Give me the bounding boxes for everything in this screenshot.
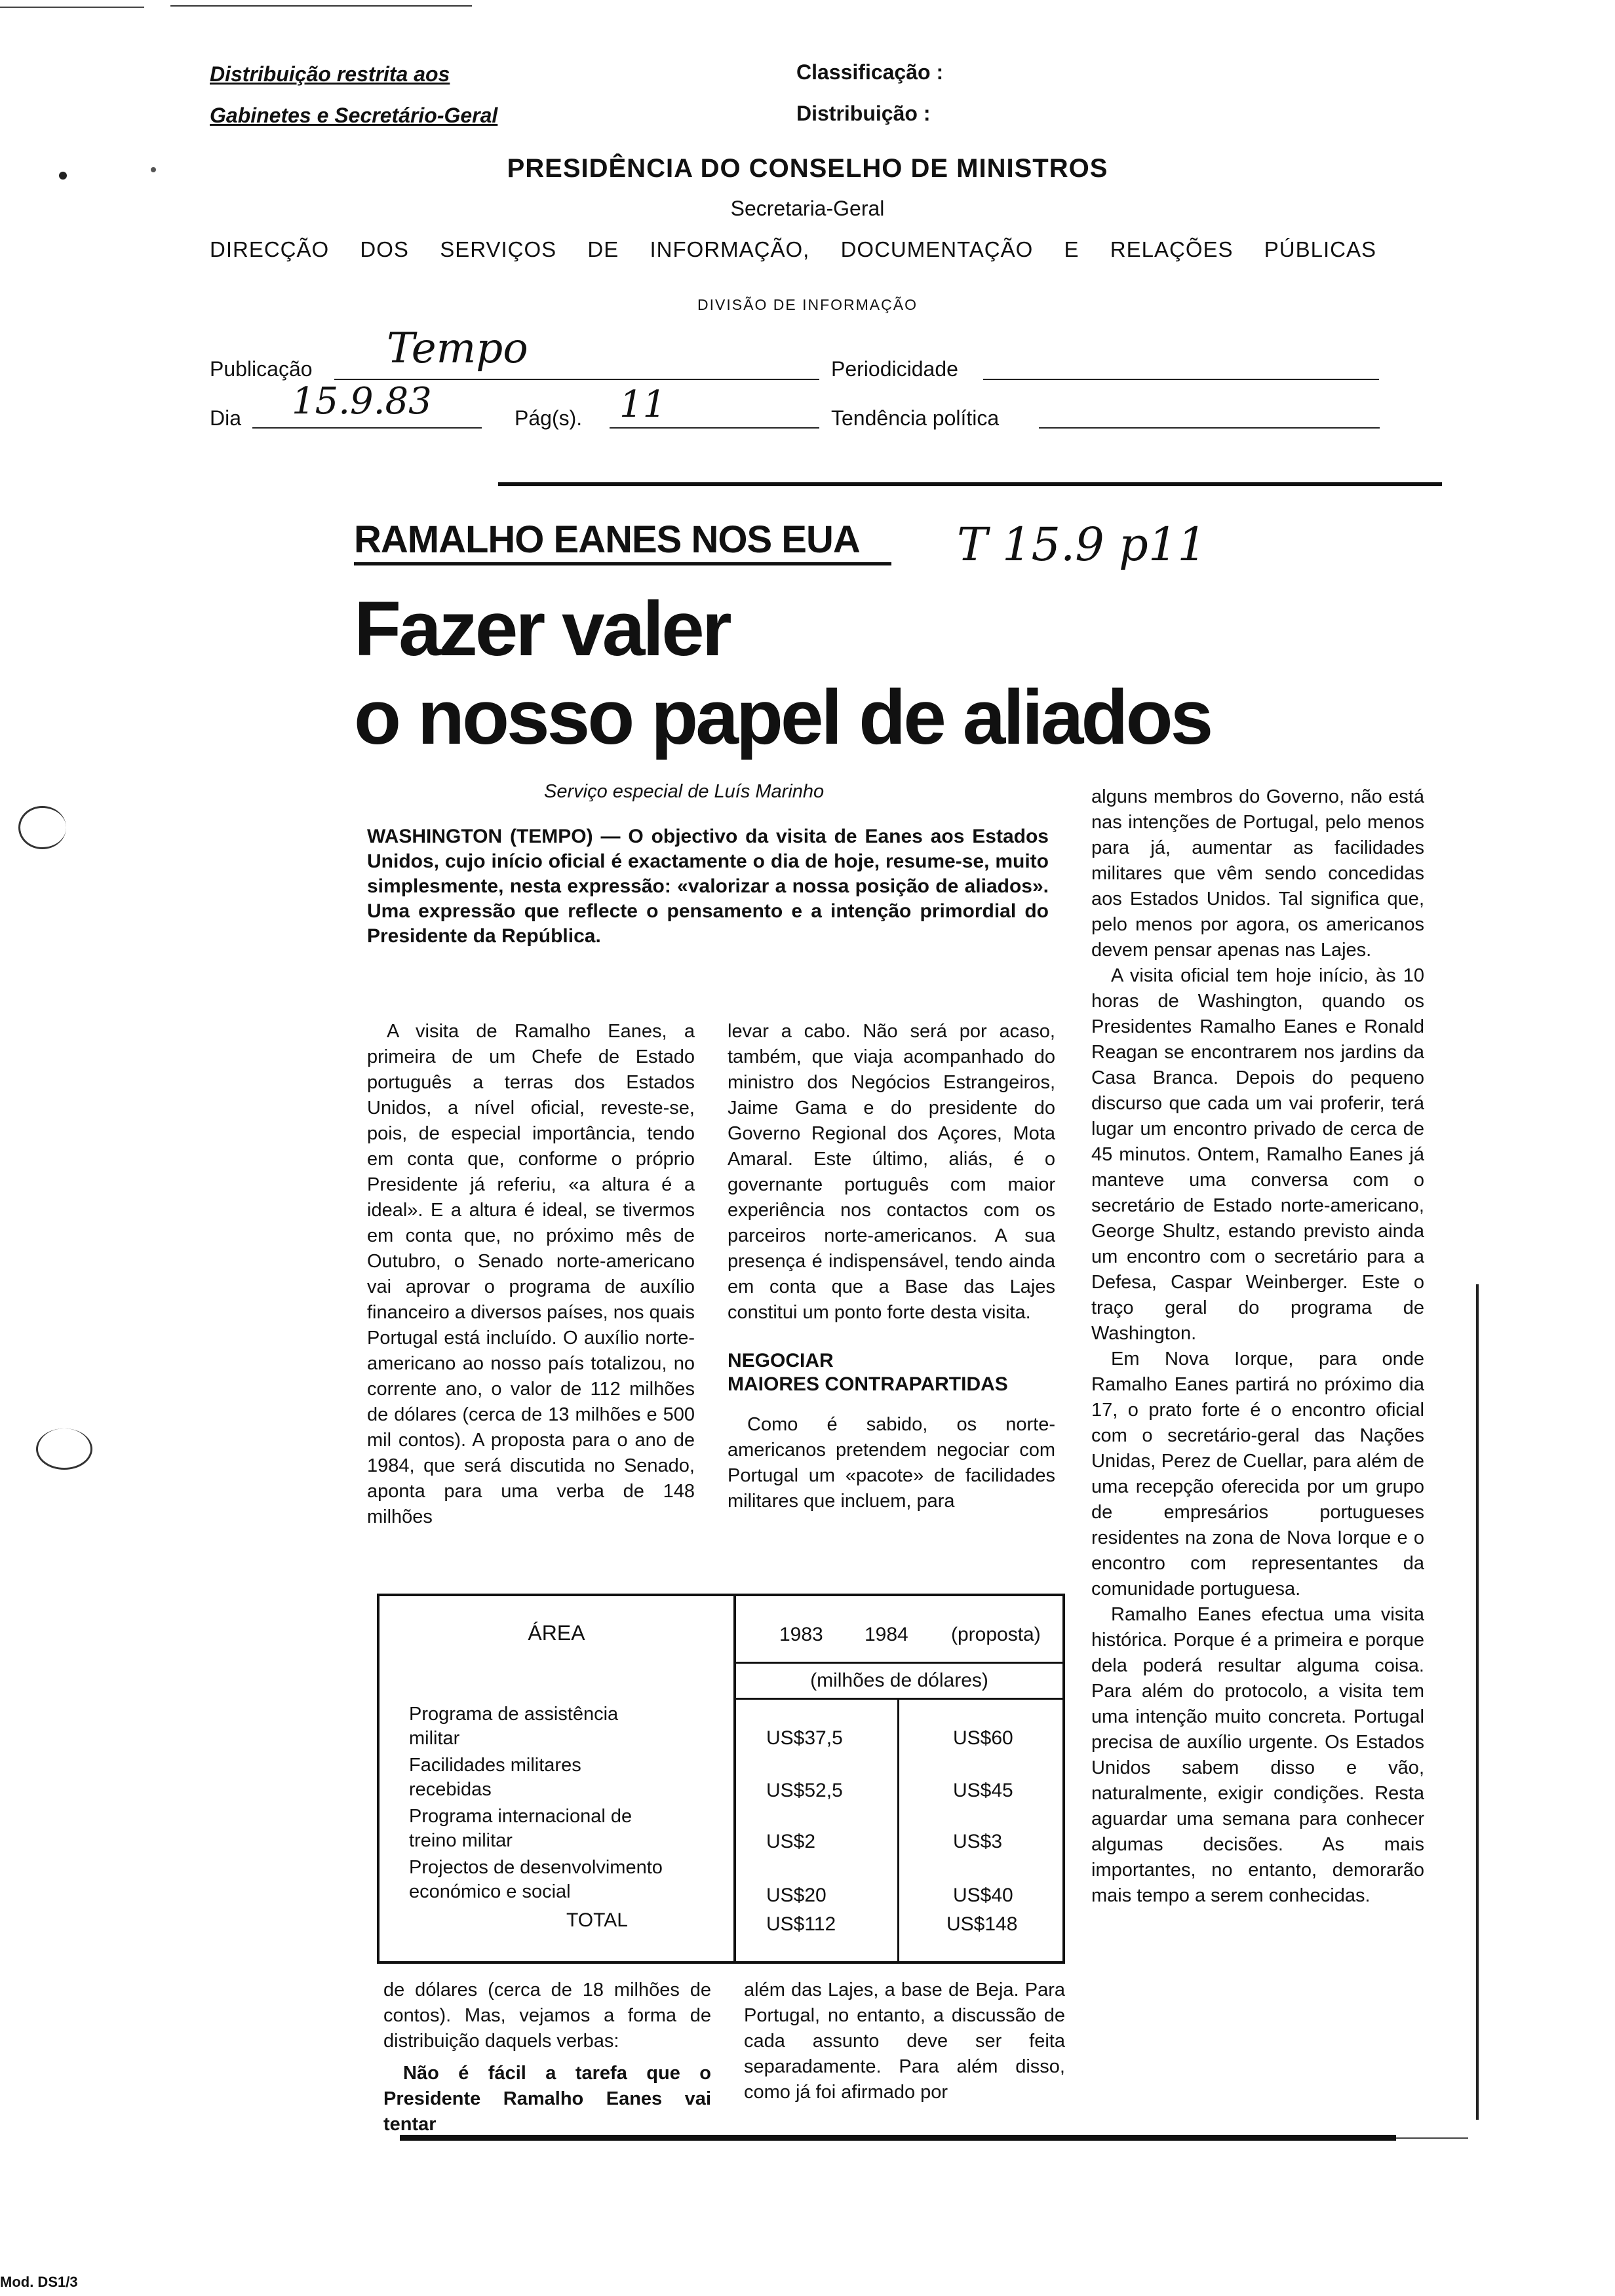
hole-punch-mark-top [18,806,66,849]
kicker-text: RAMALHO EANES NOS EUA [354,518,860,561]
publication-value: Tempo [387,324,528,373]
table-area-header: ÁREA [528,1621,585,1645]
distribution-label: Distribuição : [796,102,931,125]
table-units-rule [736,1698,1062,1700]
table-divider-years [897,1698,899,1961]
article-bottom-rule-right [1396,2137,1468,2139]
table-divider-main [733,1596,736,1961]
row-area-line2: económico e social [409,1881,571,1902]
table-row [409,1856,730,1904]
table-row [409,1702,730,1751]
col3-paragraph-3: Em Nova Iorque, para onde Ramalho Eanes partirá no próximo dia 17, o prato forte é o encontro oficial com o secretário-geral das Nações Unidas, Perez de Cuellar, para além de uma recepção oferecida por um grupo de empresários portugueses residentes na zona de Nova Iorque e o encontro com representantes da comunidade portuguesa. [1091,1349,1424,1599]
row-area-line1: Programa de assistência [409,1704,619,1725]
column-3 [1091,784,1424,1909]
subheading-line-2: MAIORES CONTRAPARTIDAS [728,1373,1008,1395]
col3-paragraph-4: Ramalho Eanes efectua uma visita histórica. Porque é a primeira e porque dela poderá resultar alguma coisa. Para além do protocolo, a visita tem uma intenção muito concreta. Portugal precisa de auxílio urgente. Os Estados Unidos sabem disso e vão, naturalmente, exigir condições. Resta aguardar uma semana para conhecer algumas decisões. As mais importantes, no entanto, demorarão mais tempo a serem conhecidas. [1091,1604,1424,1906]
distribution-recipients [210,104,497,128]
day-line [252,427,482,429]
pages-value: 11 [619,383,667,426]
hole-punch-mark-bottom [36,1428,92,1470]
table-total-label: TOTAL [566,1909,628,1931]
row-1983-value: US$2 [766,1831,816,1852]
column-1-bottom [383,1978,711,2137]
article-bottom-rule [400,2135,1396,2141]
distribution-line-2: Gabinetes e Secretário-Geral [210,104,498,127]
top-rule-left [0,7,144,8]
distribution-restricted [210,62,450,86]
distribution-line-1: Distribuição restrita aos [210,62,450,86]
subheading-line-1: NEGOCIAR [728,1350,834,1371]
row-1983-value: US$52,5 [766,1780,843,1801]
pages-line [610,427,819,429]
col3-paragraph-2: A visita oficial tem hoje início, às 10 horas de Washington, quando os Presidentes Ramalho Eanes e Ronald Reagan se encontrarem nos jardins da Casa Branca. Depois do pequeno discurso que cada um vai proferir, terá lugar um encontro privado de cerca de 45 minutos. Ontem, Ramalho Eanes já manteve uma conversa com o secretário de Estado norte-americano, George Shultz, estando previsto ainda um encontro com o secretário para a Defesa, Caspar Weinberger. Este o traço geral do programa de Washington. [1091,965,1424,1344]
subheading [728,1349,1055,1396]
division: DIVISÃO DE INFORMAÇÃO [697,296,918,313]
tendency-label: Tendência política [831,406,1000,430]
byline: Serviço especial de Luís Marinho [544,781,825,802]
kicker-underline [354,562,891,565]
table-units: (milhões de dólares) [810,1670,988,1691]
col2-paragraph-1: levar a cabo. Não será por acaso, também, que viaja acompanhado do ministro dos Negócios Estrangeiros, Jaime Gama e do presidente do Governo Regional dos Açores, Mota Amaral. Este último, aliás, é o governante português com maior experiência nos contactos com os parceiros norte-americanos. A sua presença é indispensável, tendo ainda em conta que a Base das Lajes constitui um ponto forte desta visita. [728,1021,1055,1323]
aid-table [377,1594,1065,1964]
classification-label: Classificação : [796,60,944,84]
row-1983-value: US$37,5 [766,1727,843,1749]
article-top-rule [498,482,1442,486]
row-area-line1: Facilidades militares [409,1755,581,1776]
headline-line-1: Fazer valer [354,586,730,672]
scan-dot [59,172,67,180]
day-value: 15.9.83 [292,380,432,423]
publication-label: Publicação [210,357,313,381]
day-label: Dia [210,406,242,430]
row-area-line1: Programa internacional de [409,1806,632,1827]
periodicity-line [983,379,1379,380]
org-title: PRESIDÊNCIA DO CONSELHO DE MINISTROS [507,154,1108,183]
periodicity-label: Periodicidade [831,357,958,381]
table-year-1984: 1984 [865,1624,908,1645]
col3-paragraph-1: alguns membros do Governo, não está nas intenções de Portugal, pelo menos para já, aumentar as facilidades militares que vêm sendo concedidas aos Estados Unidos. Tal significa que, pelo menos por agora, os americanos devem pensar apenas nas Lajes. [1091,786,1424,961]
table-year-note: (proposta) [951,1624,1041,1645]
row-area-line2: treino militar [409,1830,513,1851]
scan-dot [151,167,156,172]
table-year-1983: 1983 [779,1624,823,1645]
tendency-line [1039,427,1380,429]
table-row [409,1753,730,1802]
row-1984-value: US$45 [953,1780,1013,1801]
col1-paragraph-2: de dólares (cerca de 18 milhões de contos). Mas, vejamos a forma de distribuição daquels verbas: [383,1980,711,2052]
row-1984-value: US$3 [953,1831,1003,1852]
table-total-1984: US$148 [946,1913,1018,1935]
column-1-top [367,1019,695,1530]
directorate: DIRECÇÃO DOS SERVIÇOS DE INFORMAÇÃO, DOCUMENTAÇÃO E RELAÇÕES PÚBLICAS [210,237,1376,261]
column-2-top [728,1019,1055,1514]
form-code: Mod. DS1/3 [0,2274,78,2290]
headline-line-2: o nosso papel de aliados [354,674,1211,761]
row-area-line2: recebidas [409,1779,492,1800]
handwritten-note: T 15.9 p11 [957,518,1207,571]
row-1983-value: US$20 [766,1885,827,1906]
row-1984-value: US$60 [953,1727,1013,1749]
col2-paragraph-2: Como é sabido, os norte-americanos pretendem negociar com Portugal um «pacote» de facilidades militares que incluem, para [728,1414,1055,1512]
row-area-line1: Projectos de desenvolvimento [409,1857,663,1878]
top-rule [170,5,472,7]
pages-label: Pág(s). [515,406,583,430]
table-header-rule [736,1662,1062,1664]
col1-paragraph-3: Não é fácil a tarefa que o Presidente Ramalho Eanes vai tentar [383,2063,711,2135]
column-2-bottom [744,1978,1065,2105]
col1-paragraph-1: A visita de Ramalho Eanes, a primeira de um Chefe de Estado português a terras dos Estados Unidos, a nível oficial, reveste-se, pois, de especial importância, tendo em conta que, conforme o próprio Presidente já referiu, «a altura é a ideal». E a altura é ideal, se tivermos em conta que, no próximo mês de Outubro, o Senado norte-americano vai aprovar o programa de auxílio financeiro a diversos países, nos quais Portugal está incluído. O auxílio norte-americano ao nosso país totalizou, no corrente ano, o valor de 112 milhões de dólares (cerca de 13 milhões e 500 mil contos). A proposta para o ano de 1984, que será discutida no Senado, aponta para uma verba de 148 milhões [367,1021,695,1527]
row-area-line2: militar [409,1728,460,1749]
secretariat: Secretaria-Geral [730,197,885,220]
row-1984-value: US$40 [953,1885,1013,1906]
column-3-rule [1476,1284,1479,2120]
article-kicker [354,518,860,562]
col2-paragraph-3: além das Lajes, a base de Beja. Para Portugal, no entanto, a discussão de cada assunto deve ser feita separadamente. Para além disso, como já foi afirmado por [744,1980,1065,2103]
table-row [409,1805,730,1853]
lead-paragraph: WASHINGTON (TEMPO) — O objectivo da visita de Eanes aos Estados Unidos, cujo início oficial é exactamente o dia de hoje, resume-se, muito simplesmente, nesta expressão: «valorizar a nossa posição de aliados». Uma expressão que reflecte o pensamento e a intenção primordial do Presidente da República. [367,826,1049,947]
table-total-1983: US$112 [766,1913,836,1935]
